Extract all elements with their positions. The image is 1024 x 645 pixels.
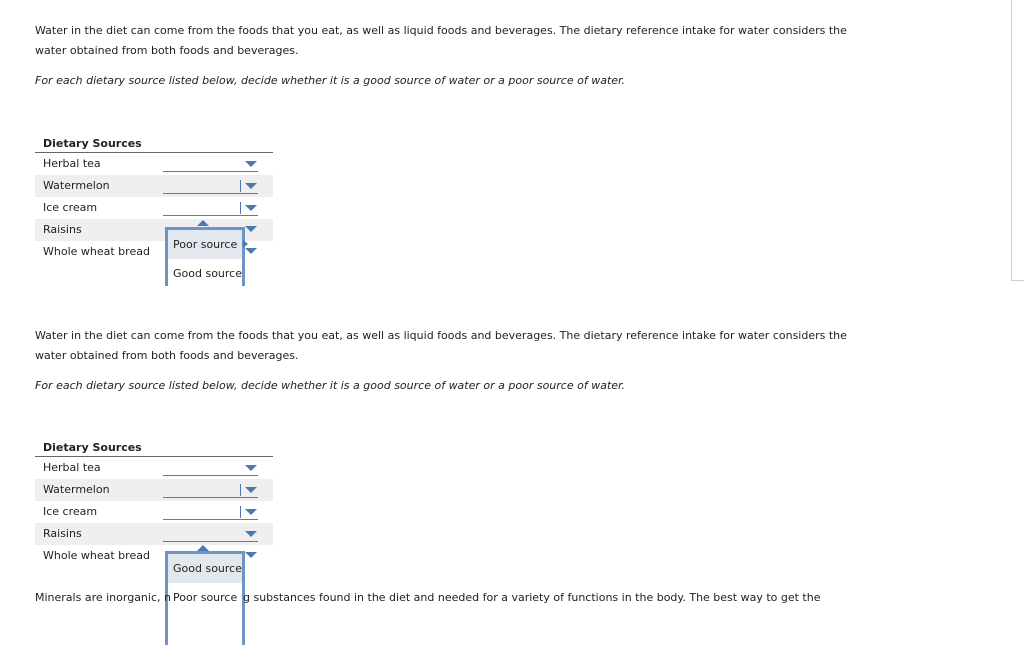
dropdown-option[interactable]: Good source bbox=[173, 267, 242, 280]
source-label: Herbal tea bbox=[43, 157, 101, 170]
chevron-down-icon bbox=[245, 509, 257, 515]
answer-select-ice-cream[interactable] bbox=[163, 503, 258, 520]
instruction-text: For each dietary source listed below, decide whether it is a good source of water or a poor source of water. bbox=[35, 379, 626, 392]
chevron-down-icon bbox=[245, 248, 257, 254]
select-divider bbox=[240, 506, 241, 518]
scroll-panel-edge bbox=[1011, 0, 1024, 281]
source-label: Whole wheat bread bbox=[43, 549, 150, 562]
dropdown-option[interactable]: Poor source bbox=[168, 230, 242, 259]
next-paragraph-end: g substances found in the diet and needed for a variety of functions in the body. The best way to get the bbox=[243, 591, 821, 604]
table-header: Dietary Sources bbox=[43, 441, 142, 454]
intro-line-2: water obtained from both foods and beverages. bbox=[35, 349, 299, 362]
table-header: Dietary Sources bbox=[43, 137, 142, 150]
instruction-text: For each dietary source listed below, decide whether it is a good source of water or a poor source of water. bbox=[35, 74, 626, 87]
select-divider bbox=[240, 180, 241, 192]
next-paragraph-start: Minerals are inorganic, n bbox=[35, 591, 171, 604]
answer-select-ice-cream[interactable] bbox=[163, 199, 258, 216]
source-label: Ice cream bbox=[43, 505, 98, 518]
source-label: Watermelon bbox=[43, 179, 110, 192]
source-label: Ice cream bbox=[43, 201, 98, 214]
select-divider bbox=[240, 202, 241, 214]
source-label: Watermelon bbox=[43, 483, 110, 496]
chevron-down-icon bbox=[245, 552, 257, 558]
select-divider bbox=[240, 484, 241, 496]
source-label: Herbal tea bbox=[43, 461, 101, 474]
answer-select-herbal-tea[interactable] bbox=[163, 155, 258, 172]
intro-line-2: water obtained from both foods and beverages. bbox=[35, 44, 299, 57]
chevron-down-icon bbox=[245, 205, 257, 211]
dropdown-option[interactable]: Poor source bbox=[173, 591, 238, 604]
chevron-down-icon bbox=[245, 161, 257, 167]
dropdown-menu bbox=[165, 551, 245, 645]
source-label: Whole wheat bread bbox=[43, 245, 150, 258]
dropdown-menu bbox=[165, 227, 245, 286]
intro-line-1: Water in the diet can come from the foods that you eat, as well as liquid foods and beverages. The dietary reference intake for water considers the bbox=[35, 329, 847, 342]
chevron-down-icon bbox=[245, 183, 257, 189]
caret-right-icon bbox=[243, 240, 248, 248]
chevron-down-icon bbox=[245, 487, 257, 493]
answer-select-watermelon[interactable] bbox=[163, 481, 258, 498]
dropdown-option[interactable]: Good source bbox=[168, 554, 242, 583]
answer-select-watermelon[interactable] bbox=[163, 177, 258, 194]
source-label: Raisins bbox=[43, 223, 82, 236]
answer-select-herbal-tea[interactable] bbox=[163, 459, 258, 476]
answer-select-raisins[interactable] bbox=[163, 525, 258, 542]
intro-line-1: Water in the diet can come from the foods that you eat, as well as liquid foods and beverages. The dietary reference intake for water considers the bbox=[35, 24, 847, 37]
chevron-up-icon bbox=[197, 220, 209, 226]
source-label: Raisins bbox=[43, 527, 82, 540]
chevron-down-icon bbox=[245, 465, 257, 471]
chevron-down-icon bbox=[245, 226, 257, 232]
chevron-down-icon bbox=[245, 531, 257, 537]
